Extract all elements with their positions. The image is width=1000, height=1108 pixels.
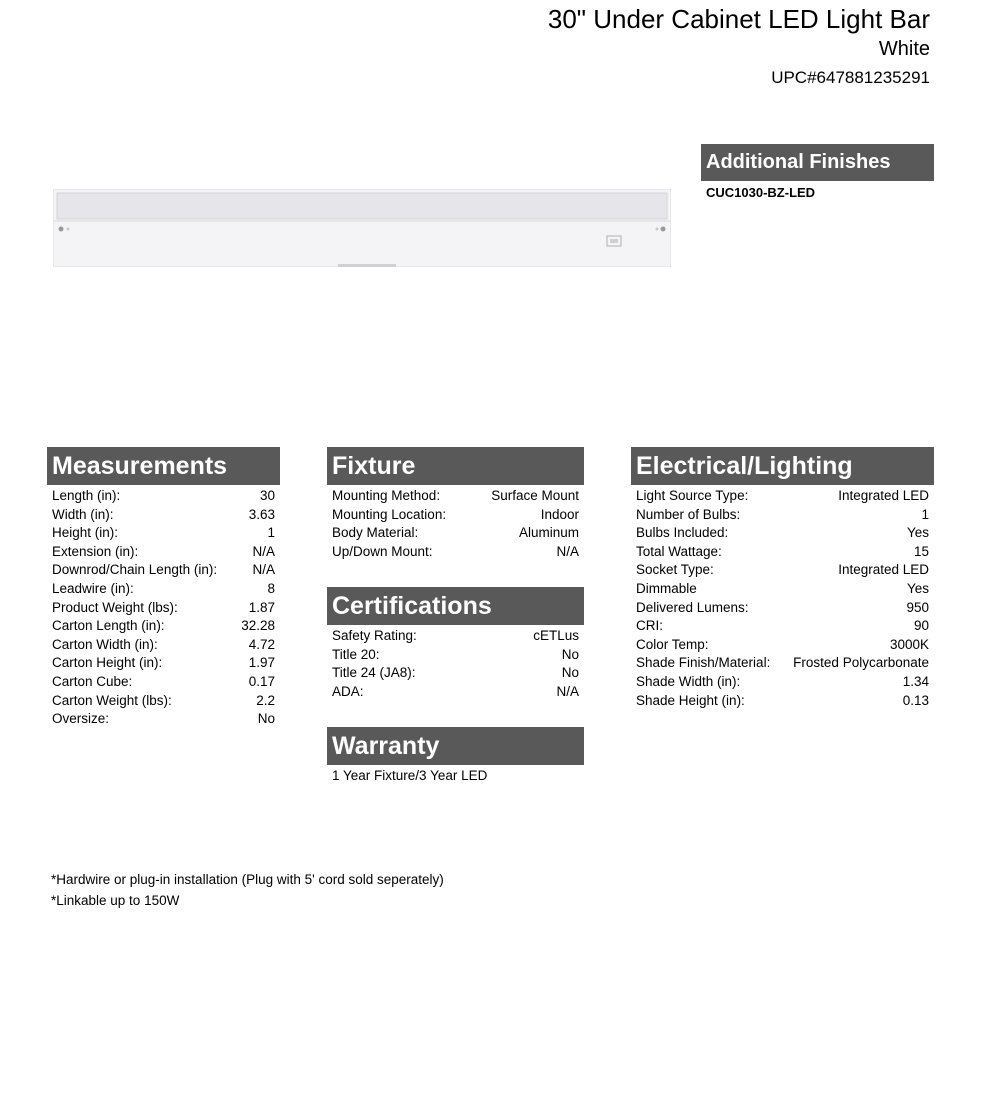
measurements-spec-row bbox=[52, 524, 275, 543]
spec-value: N/A bbox=[556, 543, 579, 559]
spec-value: 1.87 bbox=[248, 599, 275, 615]
additional-finish-code: CUC1030-BZ-LED bbox=[706, 185, 816, 200]
electrical-spec-row bbox=[636, 487, 929, 506]
spec-label: Delivered Lumens: bbox=[636, 599, 749, 615]
spec-value: 32.28 bbox=[241, 618, 275, 634]
spec-label: Title 20: bbox=[332, 646, 380, 662]
measurements-spec-row bbox=[52, 543, 275, 562]
measurements-header: Measurements bbox=[47, 447, 280, 485]
product-upc: UPC#647881235291 bbox=[771, 68, 930, 87]
spec-value: No bbox=[561, 665, 579, 681]
spec-value: Integrated LED bbox=[838, 562, 929, 578]
spec-label: Carton Width (in): bbox=[52, 636, 158, 652]
product-image bbox=[53, 189, 671, 267]
warranty-text-row bbox=[332, 767, 579, 786]
certifications-section bbox=[327, 587, 584, 701]
spec-value: No bbox=[257, 711, 275, 727]
measurements-spec-row bbox=[52, 673, 275, 692]
spec-label: Shade Height (in): bbox=[636, 692, 745, 708]
spec-label: Width (in): bbox=[52, 506, 114, 522]
certifications-spec-row bbox=[332, 627, 579, 646]
spec-value: Integrated LED bbox=[838, 488, 929, 503]
spec-label: Oversize: bbox=[52, 711, 110, 727]
spec-value: N/A bbox=[252, 543, 275, 559]
spec-value: 1 bbox=[921, 506, 929, 522]
spec-label: Leadwire (in): bbox=[52, 580, 134, 596]
spec-label: Title 24 (JA8): bbox=[332, 665, 416, 681]
spec-value: cETLus bbox=[533, 628, 579, 643]
electrical-spec-row bbox=[636, 692, 929, 711]
spec-value: N/A bbox=[556, 683, 579, 699]
spec-value: 30 bbox=[259, 488, 275, 503]
spec-label: Socket Type: bbox=[636, 562, 714, 578]
warranty-text: 1 Year Fixture/3 Year LED bbox=[332, 768, 488, 783]
measurements-section bbox=[47, 447, 280, 729]
spec-label: Carton Height (in): bbox=[52, 655, 163, 671]
electrical-lighting-section bbox=[631, 447, 934, 710]
measurements-spec-row bbox=[52, 692, 275, 711]
product-title-block bbox=[548, 3, 930, 93]
spec-label: Height (in): bbox=[52, 525, 119, 541]
spec-label: Shade Width (in): bbox=[636, 673, 741, 689]
spec-label: ADA: bbox=[332, 683, 364, 699]
measurements-spec-row bbox=[52, 654, 275, 673]
measurements-spec-row bbox=[52, 617, 275, 636]
measurements-spec-row bbox=[52, 506, 275, 525]
spec-value: 1.97 bbox=[248, 655, 275, 671]
spec-label: Number of Bulbs: bbox=[636, 506, 741, 522]
spec-label: Extension (in): bbox=[52, 543, 139, 559]
spec-label: Product Weight (lbs): bbox=[52, 599, 178, 615]
footnotes bbox=[51, 869, 444, 911]
electrical-spec-row bbox=[636, 524, 929, 543]
fixture-header: Fixture bbox=[327, 447, 584, 485]
spec-value: 0.13 bbox=[902, 692, 929, 708]
spec-label: Shade Finish/Material: bbox=[636, 655, 771, 671]
electrical-spec-row bbox=[636, 617, 929, 636]
certifications-header: Certifications bbox=[327, 587, 584, 625]
spec-value: Yes bbox=[906, 525, 929, 541]
spec-label: Dimmable bbox=[636, 580, 697, 596]
fixture-spec-row bbox=[332, 506, 579, 525]
spec-value: 8 bbox=[267, 580, 275, 596]
electrical-lighting-header: Electrical/Lighting bbox=[631, 447, 934, 485]
warranty-section bbox=[327, 727, 584, 786]
product-name: 30" Under Cabinet LED Light Bar bbox=[547, 4, 930, 34]
spec-label: Body Material: bbox=[332, 525, 419, 541]
certifications-spec-row bbox=[332, 664, 579, 683]
measurements-spec-row bbox=[52, 636, 275, 655]
spec-value: N/A bbox=[252, 562, 275, 578]
certifications-spec-row bbox=[332, 646, 579, 665]
measurements-spec-row bbox=[52, 561, 275, 580]
spec-value: Indoor bbox=[540, 506, 579, 522]
warranty-header: Warranty bbox=[327, 727, 584, 765]
spec-label: Mounting Method: bbox=[332, 488, 441, 503]
product-finish: White bbox=[878, 38, 930, 60]
electrical-spec-row bbox=[636, 580, 929, 599]
spec-label: Downrod/Chain Length (in): bbox=[52, 562, 218, 578]
spec-value: Surface Mount bbox=[491, 488, 579, 503]
footnote-install: *Hardwire or plug-in installation (Plug with 5' cord sold seperately) bbox=[51, 872, 444, 887]
spec-label: Light Source Type: bbox=[636, 488, 749, 503]
fixture-spec-row bbox=[332, 543, 579, 562]
measurements-spec-row bbox=[52, 580, 275, 599]
spec-value: 950 bbox=[906, 599, 929, 615]
spec-value: Aluminum bbox=[518, 525, 579, 541]
electrical-spec-row bbox=[636, 636, 929, 655]
spec-value: Frosted Polycarbonate bbox=[793, 655, 929, 671]
spec-value: 3000K bbox=[889, 636, 929, 652]
spec-label: Total Wattage: bbox=[636, 543, 722, 559]
spec-label: Carton Weight (lbs): bbox=[52, 692, 172, 708]
electrical-spec-row bbox=[636, 654, 929, 673]
fixture-spec-row bbox=[332, 487, 579, 506]
fixture-spec-row bbox=[332, 524, 579, 543]
spec-value: 2.2 bbox=[256, 692, 275, 708]
spec-value: Yes bbox=[906, 580, 929, 596]
electrical-spec-row bbox=[636, 673, 929, 692]
measurements-spec-row bbox=[52, 599, 275, 618]
spec-value: 4.72 bbox=[248, 636, 275, 652]
fixture-section bbox=[327, 447, 584, 561]
spec-label: Carton Cube: bbox=[52, 673, 133, 689]
spec-label: Bulbs Included: bbox=[636, 525, 729, 541]
spec-label: Carton Length (in): bbox=[52, 618, 165, 634]
spec-value: 15 bbox=[913, 543, 929, 559]
spec-label: Safety Rating: bbox=[332, 628, 417, 643]
electrical-spec-row bbox=[636, 506, 929, 525]
spec-label: Length (in): bbox=[52, 488, 121, 503]
spec-value: 1 bbox=[267, 525, 275, 541]
spec-value: 90 bbox=[913, 618, 929, 634]
footnote-linkable: *Linkable up to 150W bbox=[51, 893, 180, 908]
certifications-spec-row bbox=[332, 683, 579, 702]
spec-value: 1.34 bbox=[902, 673, 929, 689]
measurements-spec-row bbox=[52, 710, 275, 729]
electrical-spec-row bbox=[636, 599, 929, 618]
electrical-spec-row bbox=[636, 561, 929, 580]
spec-value: 0.17 bbox=[248, 673, 275, 689]
additional-finishes-header: Additional Finishes bbox=[701, 144, 934, 181]
spec-value: No bbox=[561, 646, 579, 662]
spec-label: Up/Down Mount: bbox=[332, 543, 433, 559]
additional-finishes-panel bbox=[701, 144, 934, 200]
spec-label: CRI: bbox=[636, 618, 663, 634]
measurements-spec-row bbox=[52, 487, 275, 506]
spec-label: Color Temp: bbox=[636, 636, 709, 652]
spec-label: Mounting Location: bbox=[332, 506, 447, 522]
electrical-spec-row bbox=[636, 543, 929, 562]
spec-value: 3.63 bbox=[248, 506, 275, 522]
